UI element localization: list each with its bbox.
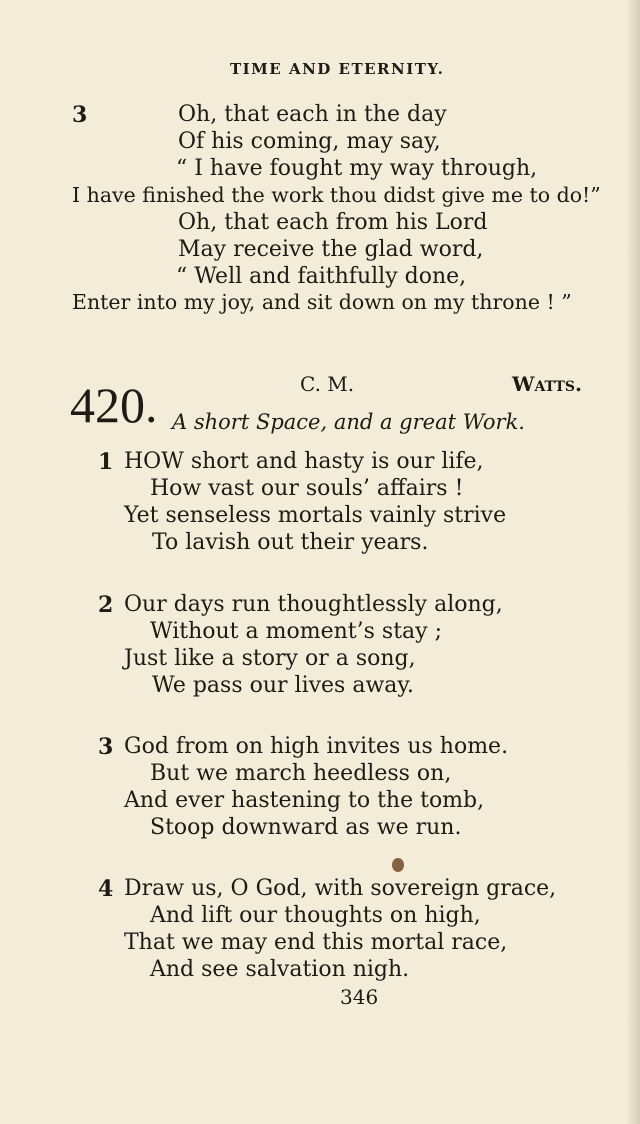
verse-line: And ever hastening to the tomb, — [124, 788, 485, 813]
running-title: TIME AND ETERNITY. — [230, 60, 445, 78]
verse-line: Just like a story or a song, — [124, 646, 416, 671]
page-edge-shadow — [626, 0, 640, 1124]
verse-line: Of his coming, may say, — [178, 129, 441, 154]
verse-line: Stoop downward as we run. — [150, 815, 462, 840]
verse-line: Without a moment’s stay ; — [150, 619, 442, 644]
verse-line: May receive the glad word, — [178, 237, 484, 262]
verse-line: And lift our thoughts on high, — [150, 903, 481, 928]
verse-line: To lavish out their years. — [152, 530, 429, 555]
verse-line: Oh, that each in the day — [178, 102, 447, 127]
verse-line: “ Well and faithfully done, — [176, 264, 467, 289]
verse-line: But we march heedless on, — [150, 761, 452, 786]
ink-blot — [392, 858, 404, 872]
verse-line: Draw us, O God, with sovereign grace, — [124, 876, 557, 901]
verse-line: That we may end this mortal race, — [124, 930, 508, 955]
verse-line: Oh, that each from his Lord — [178, 210, 488, 235]
hymn-meter: C. M. — [300, 372, 355, 396]
verse-line: “ I have fought my way through, — [176, 156, 538, 181]
verse-line: God from on high invites us home. — [124, 734, 509, 759]
page-number: 346 — [340, 985, 379, 1009]
verse-line: Enter into my joy, and sit down on my throne ! ” — [72, 290, 572, 314]
verse-number: 3 — [72, 102, 88, 128]
verse-line: HOW short and hasty is our life, — [124, 449, 484, 474]
verse-number: 2 — [98, 592, 114, 618]
verse-line: How vast our souls’ affairs ! — [150, 476, 464, 501]
verse-line: Our days run thoughtlessly along, — [124, 592, 503, 617]
hymn-author: Watts. — [512, 372, 582, 396]
verse-line: I have finished the work thou didst give me to do!” — [72, 183, 601, 207]
verse-line: We pass our lives away. — [152, 673, 414, 698]
verse-number: 1 — [98, 449, 114, 475]
verse-line: And see salvation nigh. — [150, 957, 410, 982]
verse-number: 4 — [98, 876, 114, 902]
hymn-number: 420. — [70, 377, 158, 433]
hymn-subtitle: A short Space, and a great Work. — [172, 410, 525, 434]
verse-line: Yet senseless mortals vainly strive — [124, 503, 507, 528]
verse-number: 3 — [98, 734, 114, 760]
